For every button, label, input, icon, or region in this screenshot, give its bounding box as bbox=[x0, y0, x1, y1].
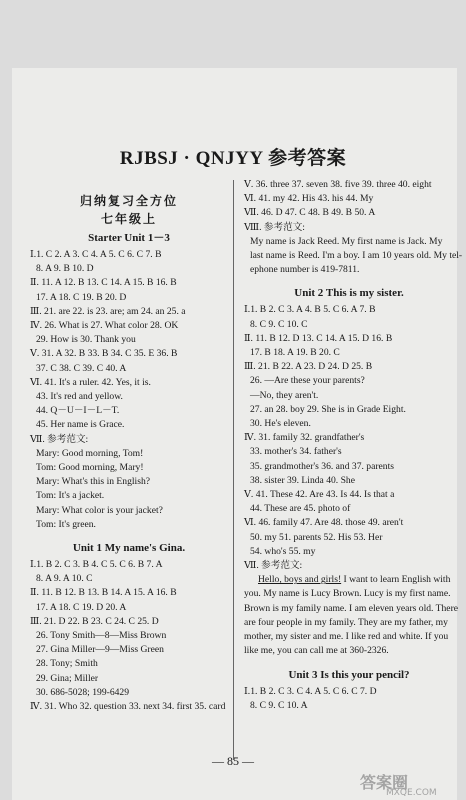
answer-line: 43. It's red and yellow. bbox=[36, 391, 123, 403]
right-column bbox=[244, 178, 463, 713]
unit-heading-1: Unit 1 My name's Gina. bbox=[72, 542, 186, 555]
answer-line: Ⅵ. 41. my 42. His 43. his 44. My bbox=[244, 193, 374, 205]
column-divider bbox=[233, 180, 234, 760]
answer-line: Ⅴ. 36. three 37. seven 38. five 39. three 40. eight bbox=[244, 179, 432, 190]
answer-line: 26. —Are these your parents? bbox=[250, 375, 365, 387]
answer-line: 17. A 18. C 19. D 20. A bbox=[36, 601, 127, 613]
answer-line: Mary: What color is your jacket? bbox=[36, 504, 163, 516]
answer-line: 8. C 9. C 10. C bbox=[250, 318, 308, 330]
answer-line: 45. Her name is Grace. bbox=[36, 419, 125, 431]
answer-line: 29. How is 30. Thank you bbox=[36, 334, 136, 346]
answer-line: 30. 686-5028; 199-6429 bbox=[36, 686, 130, 698]
answer-line: Brown is my family name. I am eleven years old. There bbox=[244, 602, 459, 614]
answer-line: Ⅲ. 21. D 22. B 23. C 24. C 25. D bbox=[30, 615, 159, 627]
unit-heading-2: Unit 2 This is my sister. bbox=[294, 287, 404, 300]
page-title: RJBSJ · QNJYY 参考答案 bbox=[119, 148, 347, 169]
answer-line: 29. Gina; Miller bbox=[36, 672, 99, 684]
answer-line: —No, they aren't. bbox=[250, 389, 319, 401]
answer-line: 17. B 18. A 19. B 20. C bbox=[250, 347, 340, 359]
answer-line: Ⅱ. 11. A 12. B 13. C 14. A 15. B 16. B bbox=[30, 277, 177, 289]
answer-line: Ⅱ. 11. B 12. D 13. C 14. A 15. D 16. B bbox=[244, 332, 393, 344]
answer-line: Mary: What's this in English? bbox=[36, 476, 151, 488]
answer-line: 28. Tony; Smith bbox=[36, 658, 98, 670]
answer-line: 38. sister 39. Linda 40. She bbox=[250, 474, 355, 486]
answer-line: Tom: It's a jacket. bbox=[36, 490, 105, 502]
answer-line: Ⅰ.1. B 2. C 3. A 4. B 5. C 6. A 7. B bbox=[244, 304, 376, 316]
answer-line: Ⅲ. 21. B 22. A 23. D 24. D 25. B bbox=[244, 361, 373, 373]
watermark-url: MXQE.COM bbox=[386, 788, 437, 798]
answer-line: like me, you can call me at 360-2326. bbox=[244, 645, 389, 657]
answer-line: Ⅱ. 11. B 12. B 13. B 14. A 15. A 16. B bbox=[30, 587, 177, 599]
answer-line: Ⅵ. 41. It's a ruler. 42. Yes, it is. bbox=[30, 376, 151, 388]
answer-line: Ⅲ. 21. are 22. is 23. are; am 24. an 25. a bbox=[30, 305, 186, 317]
answer-line: Ⅶ. 参考范文: bbox=[244, 560, 303, 572]
answer-line: are four people in my family. They are my father, my bbox=[244, 616, 448, 628]
answer-line: Ⅶ. 46. D 47. C 48. B 49. B 50. A bbox=[244, 207, 376, 219]
grade-heading: 七年级上 bbox=[100, 212, 157, 226]
letter-first-tail: I want to learn English with bbox=[341, 574, 451, 586]
answer-line: 27. an 28. boy 29. She is in Grade Eight. bbox=[250, 403, 406, 415]
section-heading: 归纳复习全方位 bbox=[79, 194, 178, 208]
starter-answers bbox=[30, 248, 228, 532]
page-number: — 85 — bbox=[212, 754, 254, 768]
answer-line: Tom: It's green. bbox=[36, 518, 96, 530]
answer-line: 27. Gina Miller—9—Miss Green bbox=[36, 644, 164, 656]
answer-line: Ⅰ.1. C 2. A 3. C 4. A 5. C 6. C 7. B bbox=[30, 249, 162, 260]
letter-first-line bbox=[244, 573, 454, 587]
answer-line: 33. mother's 34. father's bbox=[250, 446, 342, 458]
answer-line: 35. grandmother's 36. and 37. parents bbox=[250, 460, 395, 472]
answer-line: you. My name is Lucy Brown. Lucy is my first name. bbox=[244, 588, 451, 600]
answer-line: Ⅰ.1. B 2. C 3. B 4. C 5. C 6. B 7. A bbox=[30, 559, 163, 571]
sample-letter bbox=[244, 587, 459, 658]
answer-line: 30. He's eleven. bbox=[250, 418, 311, 430]
answer-line: 37. C 38. C 39. C 40. A bbox=[36, 362, 127, 374]
answer-line: 50. my 51. parents 52. His 53. Her bbox=[250, 531, 383, 543]
answer-line: 26. Tony Smith—8—Miss Brown bbox=[36, 630, 167, 642]
letter-greeting: Hello, boys and girls! bbox=[258, 574, 342, 586]
unit2-answers bbox=[244, 303, 454, 573]
answer-line: My name is Jack Reed. My first name is Jack. My bbox=[250, 235, 443, 247]
unit1-answers-cont bbox=[244, 178, 463, 277]
answer-line: Ⅶ. 参考范文: bbox=[30, 433, 89, 445]
answer-line: Tom: Good morning, Mary! bbox=[36, 462, 144, 474]
answer-line: ephone number is 419-7811. bbox=[250, 264, 360, 276]
answer-line: 8. A 9. A 10. C bbox=[36, 573, 93, 585]
answer-line: 17. A 18. C 19. B 20. D bbox=[36, 291, 127, 303]
answer-line: Ⅴ. 41. These 42. Are 43. Is 44. Is that a bbox=[244, 489, 395, 501]
unit3-answers bbox=[244, 685, 454, 713]
answer-line: last name is Reed. I'm a boy. I am 10 years old. My tel- bbox=[250, 250, 463, 262]
unit-heading-starter: Starter Unit 1－3 bbox=[88, 232, 170, 244]
answer-line: Ⅳ. 31. Who 32. question 33. next 34. first 35. card bbox=[30, 701, 226, 713]
answer-line: 8. C 9. C 10. A bbox=[250, 699, 308, 711]
answer-line: Ⅰ.1. B 2. C 3. C 4. A 5. C 6. C 7. D bbox=[244, 685, 377, 697]
answer-line: Ⅷ. 参考范文: bbox=[244, 221, 305, 233]
answer-line: 54. who's 55. my bbox=[250, 545, 316, 557]
unit-heading-3: Unit 3 Is this your pencil? bbox=[288, 668, 410, 681]
answer-line: Ⅳ. 31. family 32. grandfather's bbox=[244, 432, 365, 444]
answer-line: Ⅳ. 26. What is 27. What color 28. OK bbox=[30, 320, 179, 332]
answer-line: Mary: Good morning, Tom! bbox=[36, 447, 144, 459]
left-column bbox=[30, 192, 228, 714]
answer-line: Ⅵ. 46. family 47. Are 48. those 49. aren't bbox=[244, 517, 404, 529]
answer-line: 8. A 9. B 10. D bbox=[36, 263, 94, 275]
watermark-logo: 答案圈 bbox=[360, 773, 409, 792]
answer-line: 44. Q－U－I－L－T. bbox=[36, 405, 120, 417]
answer-line: Ⅴ. 31. A 32. B 33. B 34. C 35. E 36. B bbox=[30, 348, 178, 360]
unit1-answers bbox=[30, 558, 228, 714]
answer-line: 44. These are 45. photo of bbox=[250, 503, 351, 515]
answer-line: mother, my sister and me. I like red and white. If you bbox=[244, 631, 449, 643]
